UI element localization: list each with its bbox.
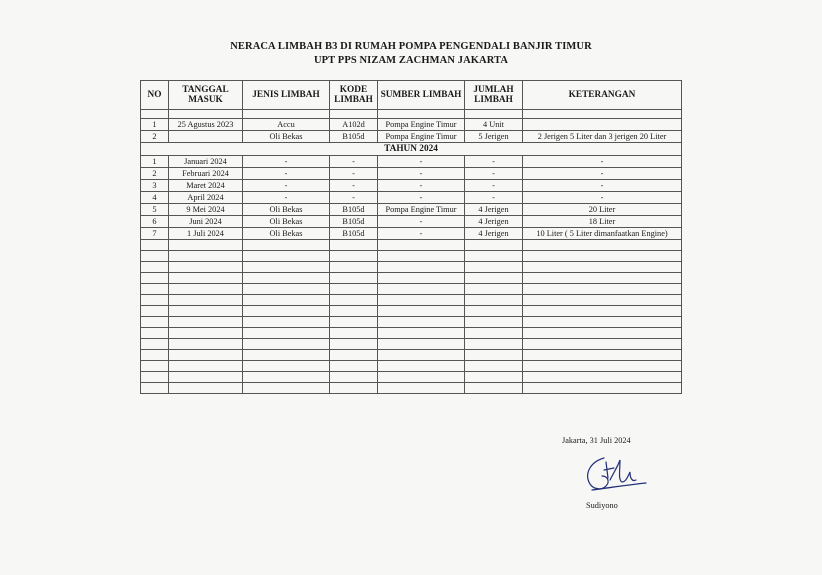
empty-cell: [523, 251, 682, 262]
signature-place-date: Jakarta, 31 Juli 2024: [562, 436, 631, 445]
table-cell: 25 Agustus 2023: [169, 119, 243, 131]
table-cell: Oli Bekas: [243, 216, 330, 228]
empty-cell: [465, 284, 523, 295]
empty-cell: [330, 361, 378, 372]
empty-cell: [378, 339, 465, 350]
empty-cell: [330, 273, 378, 284]
empty-cell: [169, 273, 243, 284]
column-header: TANGGAL MASUK: [169, 81, 243, 110]
table-cell: Oli Bekas: [243, 204, 330, 216]
table-cell: April 2024: [169, 192, 243, 204]
table-cell: A102d: [330, 119, 378, 131]
table-cell: -: [523, 156, 682, 168]
empty-cell: [169, 306, 243, 317]
table-cell: 1: [141, 156, 169, 168]
empty-row: [141, 317, 682, 328]
table-cell: Oli Bekas: [243, 131, 330, 143]
table-cell: -: [378, 192, 465, 204]
table-cell: -: [378, 156, 465, 168]
table-cell: 4 Jerigen: [465, 228, 523, 240]
document-title: NERACA LIMBAH B3 DI RUMAH POMPA PENGENDALI BANJIR TIMUR: [230, 41, 592, 52]
empty-cell: [330, 372, 378, 383]
table-cell: Maret 2024: [169, 180, 243, 192]
table-cell: Pompa Engine Timur: [378, 204, 465, 216]
empty-cell: [330, 240, 378, 251]
table-cell: -: [465, 192, 523, 204]
empty-cell: [465, 251, 523, 262]
empty-cell: [141, 284, 169, 295]
table-cell: -: [523, 168, 682, 180]
empty-row: [141, 273, 682, 284]
empty-cell: [378, 110, 465, 119]
table-cell: 4 Jerigen: [465, 204, 523, 216]
table-row: [141, 216, 682, 228]
signer-name: Sudiyono: [586, 501, 618, 510]
empty-cell: [243, 339, 330, 350]
empty-cell: [378, 361, 465, 372]
table-row: [141, 228, 682, 240]
empty-cell: [523, 350, 682, 361]
table-cell: B105d: [330, 216, 378, 228]
column-header: JUMLAH LIMBAH: [465, 81, 523, 110]
table-cell: B105d: [330, 131, 378, 143]
empty-cell: [465, 350, 523, 361]
empty-cell: [330, 110, 378, 119]
empty-cell: [523, 295, 682, 306]
table-cell: 4 Jerigen: [465, 216, 523, 228]
empty-cell: [378, 372, 465, 383]
empty-cell: [523, 306, 682, 317]
table-body: [141, 110, 682, 394]
table-cell: -: [243, 180, 330, 192]
table-row: [141, 192, 682, 204]
empty-cell: [330, 284, 378, 295]
empty-cell: [465, 361, 523, 372]
table-cell: -: [330, 180, 378, 192]
empty-cell: [523, 372, 682, 383]
empty-row: [141, 262, 682, 273]
year-separator-row: [141, 143, 682, 156]
table-cell: -: [378, 180, 465, 192]
table-cell: 20 Liter: [523, 204, 682, 216]
table-cell: -: [523, 180, 682, 192]
empty-row: [141, 240, 682, 251]
empty-cell: [169, 110, 243, 119]
column-header: JENIS LIMBAH: [243, 81, 330, 110]
table-cell: Oli Bekas: [243, 228, 330, 240]
empty-row: [141, 361, 682, 372]
empty-cell: [330, 328, 378, 339]
table-cell: Pompa Engine Timur: [378, 131, 465, 143]
empty-cell: [378, 383, 465, 394]
column-header: KETERANGAN: [523, 81, 682, 110]
empty-cell: [523, 284, 682, 295]
empty-cell: [141, 251, 169, 262]
table-cell: 5: [141, 204, 169, 216]
column-header: KODE LIMBAH: [330, 81, 378, 110]
empty-cell: [330, 350, 378, 361]
empty-cell: [465, 295, 523, 306]
handwritten-signature: [580, 452, 650, 498]
empty-cell: [330, 251, 378, 262]
empty-cell: [169, 372, 243, 383]
empty-row: [141, 306, 682, 317]
table-cell: 2 Jerigen 5 Liter dan 3 jerigen 20 Liter: [523, 131, 682, 143]
empty-cell: [378, 273, 465, 284]
empty-cell: [243, 317, 330, 328]
empty-cell: [330, 262, 378, 273]
empty-cell: [243, 350, 330, 361]
empty-cell: [465, 317, 523, 328]
empty-cell: [243, 273, 330, 284]
empty-cell: [169, 339, 243, 350]
empty-cell: [465, 240, 523, 251]
empty-cell: [330, 383, 378, 394]
table-cell: Pompa Engine Timur: [378, 119, 465, 131]
table-cell: 6: [141, 216, 169, 228]
empty-cell: [141, 240, 169, 251]
table-cell: 1 Juli 2024: [169, 228, 243, 240]
table-cell: Januari 2024: [169, 156, 243, 168]
table-cell: 4 Unit: [465, 119, 523, 131]
table-cell: -: [243, 168, 330, 180]
waste-ledger-table: [140, 80, 682, 394]
empty-cell: [141, 361, 169, 372]
empty-cell: [378, 251, 465, 262]
year-label: TAHUN 2024: [141, 143, 682, 156]
empty-cell: [141, 273, 169, 284]
column-header: SUMBER LIMBAH: [378, 81, 465, 110]
table-cell: 7: [141, 228, 169, 240]
column-header: NO: [141, 81, 169, 110]
empty-cell: [378, 306, 465, 317]
empty-cell: [465, 372, 523, 383]
table-cell: B105d: [330, 204, 378, 216]
table-cell: 9 Mei 2024: [169, 204, 243, 216]
empty-cell: [243, 372, 330, 383]
table-cell: -: [378, 228, 465, 240]
empty-cell: [169, 328, 243, 339]
table-cell: 3: [141, 180, 169, 192]
empty-cell: [141, 350, 169, 361]
empty-cell: [169, 317, 243, 328]
empty-cell: [169, 295, 243, 306]
table-cell: -: [330, 156, 378, 168]
empty-cell: [243, 306, 330, 317]
empty-cell: [243, 284, 330, 295]
empty-cell: [465, 273, 523, 284]
table-row: [141, 119, 682, 131]
empty-row: [141, 295, 682, 306]
table-row: [141, 204, 682, 216]
table-cell: Accu: [243, 119, 330, 131]
empty-row: [141, 383, 682, 394]
empty-cell: [169, 262, 243, 273]
table-row: [141, 131, 682, 143]
table-cell: 2: [141, 168, 169, 180]
empty-row: [141, 350, 682, 361]
empty-cell: [169, 383, 243, 394]
table-cell: Februari 2024: [169, 168, 243, 180]
empty-cell: [523, 240, 682, 251]
table-cell: -: [378, 216, 465, 228]
header-row: [141, 81, 682, 110]
empty-cell: [141, 295, 169, 306]
table-cell: 5 Jerigen: [465, 131, 523, 143]
empty-cell: [523, 339, 682, 350]
empty-cell: [378, 295, 465, 306]
empty-cell: [169, 284, 243, 295]
empty-cell: [465, 262, 523, 273]
empty-cell: [141, 328, 169, 339]
empty-cell: [243, 361, 330, 372]
empty-cell: [141, 262, 169, 273]
empty-cell: [523, 328, 682, 339]
table-cell: 1: [141, 119, 169, 131]
empty-cell: [378, 328, 465, 339]
empty-cell: [378, 317, 465, 328]
empty-cell: [465, 110, 523, 119]
empty-row: [141, 110, 682, 119]
table-cell: 10 Liter ( 5 Liter dimanfaatkan Engine): [523, 228, 682, 240]
empty-cell: [243, 295, 330, 306]
empty-cell: [330, 306, 378, 317]
table-row: [141, 180, 682, 192]
empty-cell: [330, 295, 378, 306]
table-cell: Juni 2024: [169, 216, 243, 228]
empty-cell: [378, 240, 465, 251]
empty-cell: [243, 240, 330, 251]
table-header: [141, 81, 682, 110]
table-cell: -: [465, 180, 523, 192]
table-cell: 18 Liter: [523, 216, 682, 228]
empty-cell: [465, 328, 523, 339]
empty-cell: [243, 328, 330, 339]
empty-cell: [169, 350, 243, 361]
table-cell: 4: [141, 192, 169, 204]
table-cell: [523, 119, 682, 131]
table-cell: -: [243, 156, 330, 168]
empty-cell: [465, 306, 523, 317]
empty-cell: [378, 262, 465, 273]
table-cell: -: [465, 156, 523, 168]
empty-cell: [330, 339, 378, 350]
empty-cell: [243, 110, 330, 119]
empty-row: [141, 284, 682, 295]
empty-cell: [141, 306, 169, 317]
empty-cell: [523, 361, 682, 372]
empty-cell: [141, 110, 169, 119]
empty-row: [141, 372, 682, 383]
empty-cell: [169, 361, 243, 372]
empty-cell: [523, 262, 682, 273]
table-cell: -: [465, 168, 523, 180]
empty-row: [141, 251, 682, 262]
empty-cell: [378, 350, 465, 361]
empty-cell: [523, 317, 682, 328]
empty-cell: [141, 383, 169, 394]
empty-cell: [243, 383, 330, 394]
table-cell: -: [523, 192, 682, 204]
empty-cell: [141, 317, 169, 328]
empty-cell: [243, 262, 330, 273]
table-cell: B105d: [330, 228, 378, 240]
table-row: [141, 168, 682, 180]
empty-cell: [523, 273, 682, 284]
table-cell: [169, 131, 243, 143]
empty-cell: [523, 383, 682, 394]
table-cell: -: [378, 168, 465, 180]
empty-cell: [378, 284, 465, 295]
empty-cell: [169, 240, 243, 251]
table-cell: -: [330, 192, 378, 204]
table-cell: -: [243, 192, 330, 204]
empty-cell: [523, 110, 682, 119]
empty-cell: [141, 339, 169, 350]
empty-cell: [243, 251, 330, 262]
document-subtitle: UPT PPS NIZAM ZACHMAN JAKARTA: [313, 55, 509, 66]
table-cell: -: [330, 168, 378, 180]
empty-cell: [330, 317, 378, 328]
table-row: [141, 156, 682, 168]
empty-row: [141, 328, 682, 339]
empty-row: [141, 339, 682, 350]
table-cell: 2: [141, 131, 169, 143]
empty-cell: [141, 372, 169, 383]
empty-cell: [465, 339, 523, 350]
empty-cell: [465, 383, 523, 394]
empty-cell: [169, 251, 243, 262]
